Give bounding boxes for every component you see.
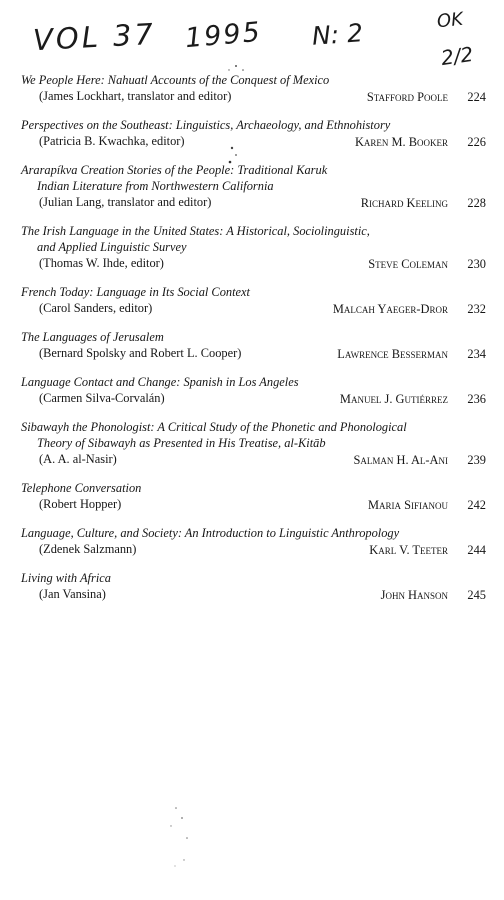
reviewer-name: Karl V. Teeter: [369, 543, 448, 557]
book-author: (Zdenek Salzmann): [39, 542, 137, 556]
book-author: (Thomas W. Ihde, editor): [39, 256, 164, 270]
page-number: 239: [467, 453, 486, 467]
toc-entry: [0, 223, 504, 271]
toc-entry: [0, 374, 504, 406]
page-number: 230: [467, 257, 486, 271]
reviewer-name: Salman H. Al-Ani: [353, 453, 448, 467]
entry-meta: [0, 541, 504, 557]
handwritten-volume: VOL 37: [32, 16, 157, 58]
entry-meta: [0, 194, 504, 210]
book-title: [0, 570, 504, 586]
book-author: (A. A. al-Nasir): [39, 452, 117, 466]
book-title: [0, 284, 504, 300]
page-number: 244: [467, 543, 486, 557]
reviewer-name: Malcah Yaeger-Dror: [332, 302, 448, 316]
toc-entry: [0, 419, 504, 467]
toc-entry: [0, 284, 504, 316]
page-number: 236: [467, 392, 486, 406]
book-title: [0, 72, 504, 88]
toc-entry: [0, 162, 504, 210]
toc-entry: [0, 72, 504, 104]
toc-entry: [0, 329, 504, 361]
reviewer-name: Steve Coleman: [368, 257, 448, 271]
entry-meta: [0, 300, 504, 316]
entry-meta: [0, 496, 504, 512]
page-number: 228: [467, 196, 486, 210]
reviewer-name: Stafford Poole: [366, 90, 448, 104]
handwritten-year: 1995: [183, 16, 263, 55]
toc-entry: [0, 570, 504, 602]
book-title: [0, 117, 504, 133]
book-author: (Robert Hopper): [39, 497, 122, 511]
book-title-line: Language, Culture, and Society: An Introduction to Linguistic Anthropology: [21, 526, 400, 540]
entry-meta: [0, 255, 504, 271]
reviewer-name: Maria Sifianou: [367, 498, 448, 512]
book-title-line: The Irish Language in the United States: A Historical, Sociolinguistic,: [21, 224, 370, 238]
handwritten-fraction: 2/2: [439, 41, 475, 71]
page-number: 242: [467, 498, 486, 512]
book-author: (James Lockhart, translator and editor): [39, 89, 232, 103]
book-title-line: The Languages of Jerusalem: [21, 330, 164, 344]
book-title-line: We People Here: Nahuatl Accounts of the Conquest of Mexico: [21, 73, 330, 87]
toc-entry: [0, 480, 504, 512]
entry-meta: [0, 586, 504, 602]
book-title: [0, 162, 504, 194]
reviewer-name: Manuel J. Gutiérrez: [339, 392, 448, 406]
entry-meta: [0, 133, 504, 149]
reviewer-name: Karen M. Booker: [354, 135, 448, 149]
book-author: (Carol Sanders, editor): [39, 301, 153, 315]
book-title-line: Theory of Sibawayh as Presented in His Treatise, al-Kitāb: [37, 436, 326, 450]
handwritten-annotations: [0, 0, 504, 70]
table-of-contents: [0, 72, 504, 615]
toc-entry: [0, 117, 504, 149]
handwritten-ok-mark: OK: [435, 8, 465, 33]
page-number: 232: [467, 302, 486, 316]
book-title: [0, 419, 504, 451]
book-title-line: Ararapíkva Creation Stories of the People: Traditional Karuk: [21, 163, 328, 177]
book-title-line: and Applied Linguistic Survey: [37, 240, 187, 254]
book-title-line: French Today: Language in Its Social Context: [21, 285, 250, 299]
book-author: (Julian Lang, translator and editor): [39, 195, 212, 209]
entry-meta: [0, 88, 504, 104]
page-number: 226: [467, 135, 486, 149]
book-title-line: Indian Literature from Northwestern California: [37, 179, 274, 193]
book-author: (Patricia B. Kwachka, editor): [39, 134, 185, 148]
book-title: [0, 480, 504, 496]
entry-meta: [0, 390, 504, 406]
book-title-line: Language Contact and Change: Spanish in Los Angeles: [21, 375, 299, 389]
toc-entry: [0, 525, 504, 557]
book-title-line: Living with Africa: [21, 571, 111, 585]
page-number: 234: [467, 347, 486, 361]
reviewer-name: Lawrence Besserman: [337, 347, 448, 361]
book-author: (Jan Vansina): [39, 587, 106, 601]
book-title: [0, 223, 504, 255]
reviewer-name: Richard Keeling: [360, 196, 448, 210]
page-number: 245: [467, 588, 486, 602]
book-author: (Bernard Spolsky and Robert L. Cooper): [39, 346, 242, 360]
book-title-line: Telephone Conversation: [21, 481, 142, 495]
book-title: [0, 525, 504, 541]
book-title: [0, 329, 504, 345]
book-title: [0, 374, 504, 390]
page-number: 224: [467, 90, 486, 104]
book-author: (Carmen Silva-Corvalán): [39, 391, 165, 405]
entry-meta: [0, 345, 504, 361]
book-title-line: Sibawayh the Phonologist: A Critical Study of the Phonetic and Phonological: [21, 420, 407, 434]
book-title-line: Perspectives on the Southeast: Linguistics, Archaeology, and Ethnohistory: [21, 118, 391, 132]
entry-meta: [0, 451, 504, 467]
handwritten-number: N: 2: [311, 18, 364, 51]
reviewer-name: John Hanson: [380, 588, 448, 602]
